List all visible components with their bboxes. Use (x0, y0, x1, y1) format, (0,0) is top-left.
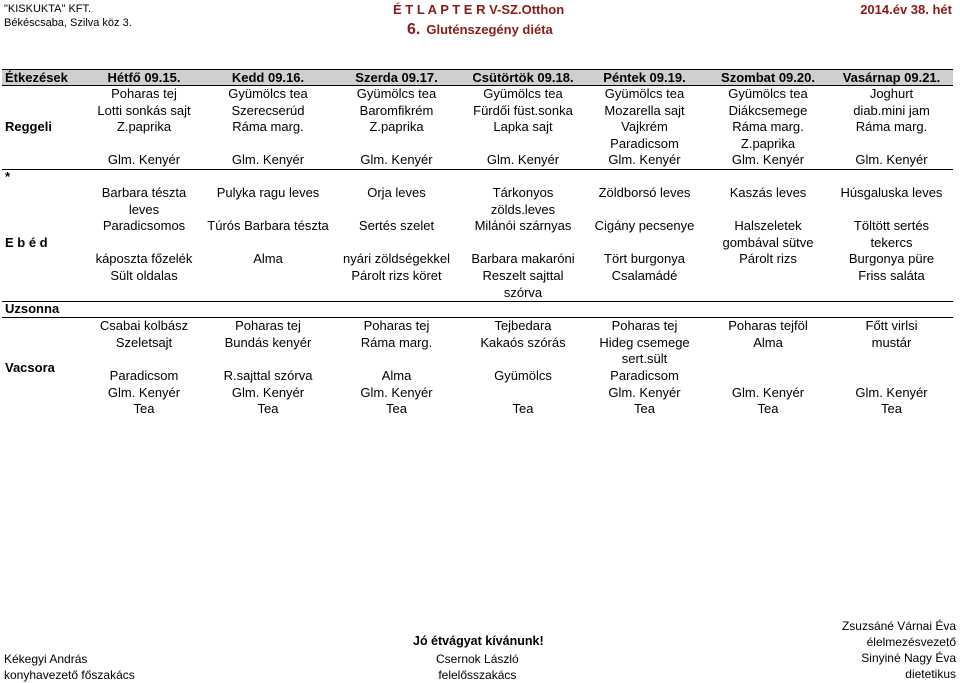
vacsora-cell-day-6 (706, 318, 830, 418)
menu-item (330, 202, 463, 219)
separator-mark: * (2, 169, 953, 185)
chef-role: konyhavezető főszakács (4, 668, 135, 682)
menu-item: Főtt virlsi (865, 318, 918, 334)
menu-item (830, 351, 953, 368)
menu-item (206, 285, 330, 302)
menu-item (463, 385, 583, 402)
menu-item: Z.paprika (369, 119, 424, 135)
menu-item: Tea (257, 401, 279, 417)
company-name: "KISKUKTA" KFT. (4, 3, 92, 15)
menu-item: Gyümölcs tea (228, 86, 308, 101)
menu-item (330, 351, 463, 368)
company-address: Békéscsaba, Szilva köz 3. (4, 17, 132, 29)
row-ebed (2, 185, 953, 302)
header-day-mon: Hétfő 09.15. (82, 70, 206, 86)
meal-label-uzsonna: Uzsonna (2, 302, 953, 318)
manager-name: Zsuzsáné Várnai Éva (841, 619, 956, 633)
menu-item: Tea (512, 401, 534, 417)
reggeli-cell-day-6 (706, 86, 830, 170)
menu-item: Tea (386, 401, 407, 417)
menu-item (206, 136, 330, 153)
menu-item: Gyümölcs (494, 367, 552, 383)
footer-wish: Jó étvágyat kívánunk! (413, 634, 544, 648)
menu-item: sert.sült (621, 351, 668, 367)
menu-item: káposzta főzelék (95, 251, 193, 267)
menu-item: Tárkonyos (492, 184, 554, 200)
menu-item: tekercs (870, 234, 913, 250)
meal-label-reggeli: Reggeli (5, 119, 52, 135)
menu-item: diab.mini jam (853, 102, 930, 118)
menu-item: Ráma marg. (360, 334, 433, 350)
menu-item: Glm. Kenyér (107, 384, 181, 400)
meal-label-vacsora: Vacsora (5, 359, 55, 375)
menu-item: Glm. Kenyér (608, 384, 681, 400)
footer-right (842, 618, 956, 682)
menu-item: Poharas tej (111, 86, 177, 101)
menu-item: Paradicsom (610, 367, 679, 383)
menu-item: Húsgaluska leves (840, 184, 943, 200)
menu-item (463, 136, 583, 153)
menu-item: Paradicsom (109, 367, 179, 383)
menu-item: Lapka sajt (493, 119, 553, 135)
menu-item (706, 202, 830, 219)
menu-item: Barbara tészta (101, 184, 187, 200)
vacsora-cell-day-3 (330, 318, 463, 418)
menu-item: Kakaós szórás (480, 334, 566, 350)
menu-item (206, 351, 330, 368)
menu-item (330, 285, 463, 302)
menu-item (706, 368, 830, 385)
menu-item: Ráma marg. (732, 119, 804, 135)
meal-label-ebed: E b é d (5, 234, 48, 250)
menu-item (830, 136, 953, 153)
menu-item: zölds.leves (490, 201, 556, 217)
row-reggeli (2, 86, 953, 170)
menu-item: Szerecserúd (231, 102, 305, 118)
menu-item: Baromfikrém (359, 102, 434, 118)
menu-item: Cigány pecsenye (594, 218, 695, 234)
menu-item (583, 285, 706, 302)
menu-item: Zöldborsó leves (598, 184, 691, 200)
menu-item (830, 368, 953, 385)
row-vacsora (2, 318, 953, 418)
menu-item: R.sajttal szórva (223, 367, 313, 383)
menu-item: Fürdői füst.sonka (473, 102, 573, 118)
vacsora-cell-day-1 (82, 318, 206, 418)
reggeli-cell-day-1 (82, 86, 206, 170)
menu-item: Lotti sonkás sajt (97, 102, 191, 118)
menu-item (330, 235, 463, 252)
header-day-thu: Csütörtök 09.18. (463, 70, 583, 86)
uzsonna-row (2, 302, 953, 318)
menu-item (463, 351, 583, 368)
menu-item (82, 136, 206, 153)
diet-name: Gluténszegény diéta (426, 22, 553, 37)
menu-item: Z.paprika (116, 119, 172, 135)
menu-item: Paradicsomos (102, 218, 186, 234)
company-block (4, 2, 132, 30)
menu-item: Gyümölcs tea (728, 86, 808, 101)
ebed-cell-day-1 (82, 185, 206, 302)
menu-item (830, 285, 953, 302)
menu-item: Sertés szelet (358, 218, 435, 234)
header-day-fri: Péntek 09.19. (583, 70, 706, 86)
menu-item: Joghurt (869, 86, 914, 101)
menu-item: Párolt rizs (739, 251, 797, 267)
header-day-tue: Kedd 09.16. (206, 70, 330, 86)
separator-row (2, 169, 953, 185)
ebed-cell-day-3 (330, 185, 463, 302)
menu-item (830, 202, 953, 219)
menu-item: Glm. Kenyér (486, 152, 560, 168)
menu-item: Alma (253, 251, 283, 267)
dietitian-name: Sinyiné Nagy Éva (861, 651, 956, 665)
menu-item: gombával sütve (722, 234, 814, 250)
menu-item: Glm. Kenyér (107, 152, 181, 168)
menu-item: Mozarella sajt (604, 102, 685, 118)
menu-item: Alma (753, 334, 783, 350)
menu-item: Pulyka ragu leves (216, 184, 320, 200)
header-meals: Étkezések (2, 70, 82, 86)
reggeli-cell-day-2 (206, 86, 330, 170)
menu-item (206, 202, 330, 219)
menu-item (206, 235, 330, 252)
menu-item: Tea (634, 401, 655, 417)
menu-item: Diákcsemege (728, 102, 808, 118)
menu-item: Párolt rizs köret (351, 267, 442, 283)
footer-center (436, 651, 519, 683)
menu-item: nyári zöldségekkel (343, 251, 450, 267)
menu-item: Glm. Kenyér (731, 384, 805, 400)
reggeli-cell-day-5 (583, 86, 706, 170)
vacsora-cell-day-5 (583, 318, 706, 418)
ebed-cell-day-7 (830, 185, 953, 302)
vacsora-cell-day-2 (206, 318, 330, 418)
chef-name: Kékegyi András (4, 652, 88, 666)
menu-item: Kaszás leves (729, 184, 807, 200)
menu-item: Glm. Kenyér (360, 384, 433, 400)
menu-item: Glm. Kenyér (231, 384, 305, 400)
menu-item: Milánói szárnyas (474, 218, 572, 234)
menu-item: Hideg csemege (599, 334, 690, 350)
menu-item (206, 268, 330, 285)
page-title: É T L A P T E R V-SZ.Otthon (393, 2, 565, 17)
menu-item: szórva (503, 284, 543, 300)
cook-name: Csernok László (436, 652, 519, 666)
menu-item (82, 285, 206, 302)
ebed-cell-day-4 (463, 185, 583, 302)
ebed-cell-day-2 (206, 185, 330, 302)
menu-item (583, 202, 706, 219)
menu-item: Glm. Kenyér (855, 384, 928, 400)
menu-item: Glm. Kenyér (231, 152, 305, 168)
reggeli-cell-day-3 (330, 86, 463, 170)
menu-item: Vajkrém (621, 119, 668, 135)
menu-item: Poharas tejföl (728, 318, 808, 334)
menu-item: Friss saláta (858, 267, 925, 283)
diet-subtitle (393, 22, 564, 38)
menu-item: mustár (871, 334, 912, 350)
diet-number: 6. (407, 21, 421, 38)
menu-item (463, 235, 583, 252)
menu-item: Poharas tej (611, 318, 678, 334)
menu-item: Tört burgonya (604, 251, 685, 267)
menu-item: Tea (757, 401, 779, 417)
menu-item: Gyümölcs tea (356, 86, 437, 101)
table-header-row (2, 70, 953, 86)
menu-item: Glm. Kenyér (608, 152, 681, 168)
header-day-wed: Szerda 09.17. (330, 70, 463, 86)
menu-item: Reszelt sajttal (482, 267, 564, 283)
menu-item: Tea (133, 401, 155, 417)
footer-left (4, 651, 135, 683)
menu-item: leves (128, 201, 160, 217)
menu-item: Túrós Barbara tészta (207, 218, 329, 234)
menu-item: Barbara makaróni (471, 251, 575, 267)
menu-item: Glm. Kenyér (360, 152, 433, 168)
menu-item: Gyümölcs tea (483, 86, 563, 101)
menu-item: Poharas tej (235, 318, 301, 334)
menu-item (82, 351, 206, 368)
menu-item: Glm. Kenyér (855, 152, 928, 168)
menu-item: Orja leves (367, 184, 426, 200)
menu-item: Tejbedara (494, 318, 552, 334)
vacsora-cell-day-4 (463, 318, 583, 418)
header-day-sat: Szombat 09.20. (706, 70, 830, 86)
menu-item: Csabai kolbász (99, 318, 189, 334)
reggeli-cell-day-4 (463, 86, 583, 170)
menu-item (706, 268, 830, 285)
title-block (393, 2, 564, 38)
menu-item: Alma (381, 367, 412, 383)
menu-item: Poharas tej (363, 318, 430, 334)
menu-item: Sült oldalas (110, 267, 178, 283)
menu-table (2, 69, 953, 418)
menu-item: Ráma marg. (855, 119, 928, 135)
menu-item: Burgonya püre (848, 251, 935, 267)
menu-item: Z.paprika (740, 135, 796, 151)
vacsora-cell-day-7 (830, 318, 953, 418)
dietitian-role: dietetikus (905, 667, 956, 681)
menu-item (330, 136, 463, 153)
menu-item: Glm. Kenyér (731, 152, 805, 168)
ebed-cell-day-5 (583, 185, 706, 302)
menu-item: Halszeletek (734, 218, 802, 234)
menu-item: Paradicsom (610, 135, 679, 151)
menu-item: Gyümölcs tea (604, 86, 685, 101)
manager-role: élelmezésvezető (866, 635, 956, 649)
menu-item (583, 235, 706, 252)
menu-item: Töltött sertés (853, 218, 930, 234)
menu-item (706, 351, 830, 368)
menu-item: Tea (881, 401, 902, 417)
reggeli-cell-day-7 (830, 86, 953, 170)
week-period: 2014.év 38. hét (860, 2, 952, 17)
menu-item: Szeletsajt (115, 334, 173, 350)
menu-item: Csalamádé (611, 267, 678, 283)
menu-item (82, 235, 206, 252)
menu-item (706, 285, 830, 302)
menu-item: Bundás kenyér (224, 334, 312, 350)
menu-item: Ráma marg. (232, 119, 304, 135)
ebed-cell-day-6 (706, 185, 830, 302)
header-day-sun: Vasárnap 09.21. (830, 70, 953, 86)
cook-role: felelősszakács (438, 668, 517, 682)
